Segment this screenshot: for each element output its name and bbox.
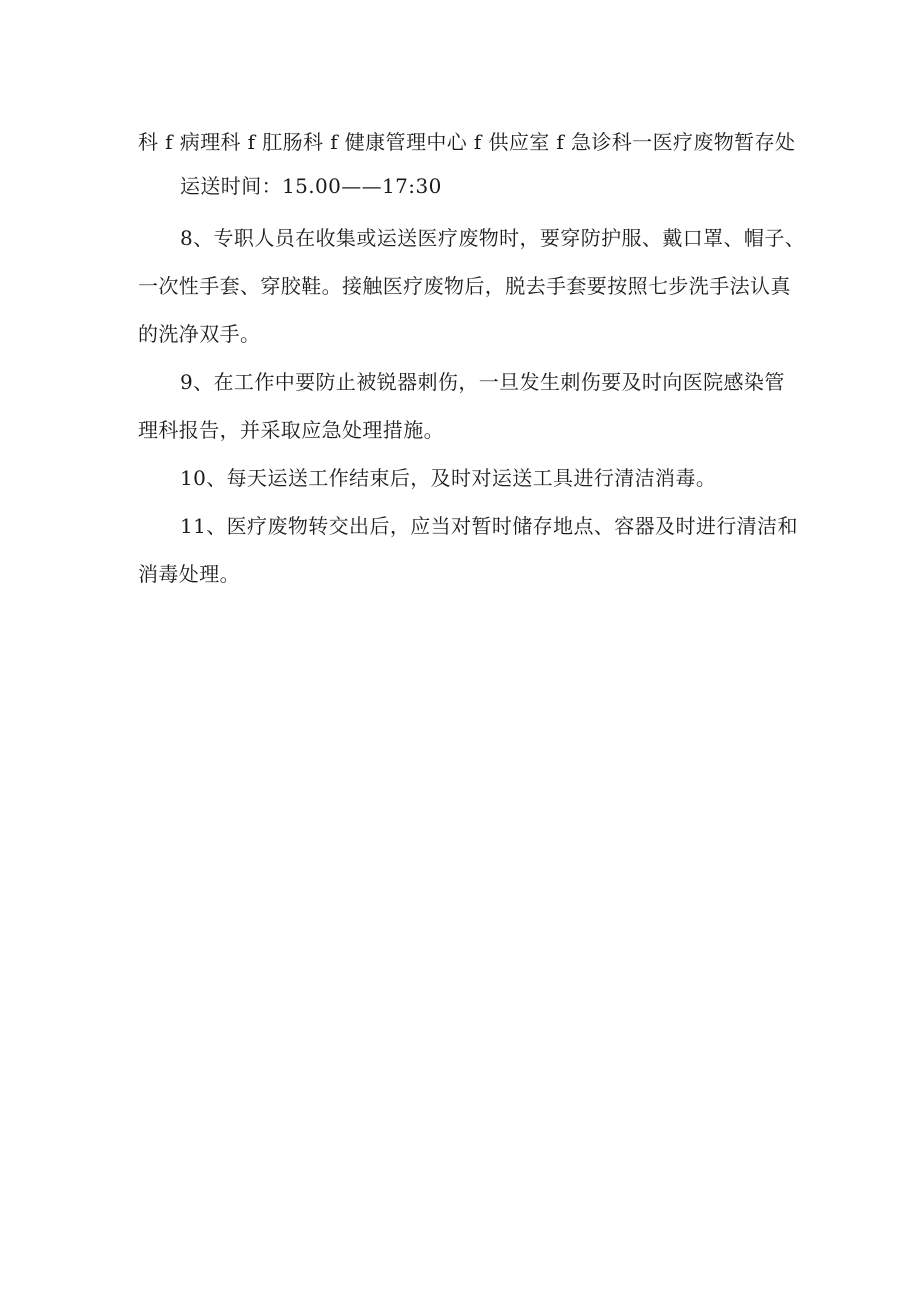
route-line-continuation: 科 f 病理科 f 肛肠科 f 健康管理中心 f 供应室 f 急诊科一医疗废物暂存处 [138, 130, 796, 154]
rule-11-line-2: 消毒处理。 [138, 562, 240, 586]
rule-8-line-2: 一次性手套、穿胶鞋。接触医疗废物后，脱去手套要按照七步洗手法认真 [138, 274, 791, 298]
rule-10-line-1: 10、每天运送工作结束后，及时对运送工具进行清洁消毒。 [180, 466, 717, 490]
transport-time-line: 运送时间：15.00——17:30 [180, 174, 442, 198]
rule-11-line-1: 11、医疗废物转交出后，应当对暂时储存地点、容器及时进行清洁和 [180, 514, 798, 538]
rule-9-line-2: 理科报告，并采取应急处理措施。 [138, 418, 444, 442]
document-body [138, 123, 806, 603]
rule-8-line-3: 的洗净双手。 [138, 322, 261, 346]
rule-8-line-1: 8、专职人员在收集或运送医疗废物时，要穿防护服、戴口罩、帽子、 [180, 226, 806, 250]
rule-9-line-1: 9、在工作中要防止被锐器刺伤，一旦发生刺伤要及时向医院感染管 [180, 370, 785, 394]
